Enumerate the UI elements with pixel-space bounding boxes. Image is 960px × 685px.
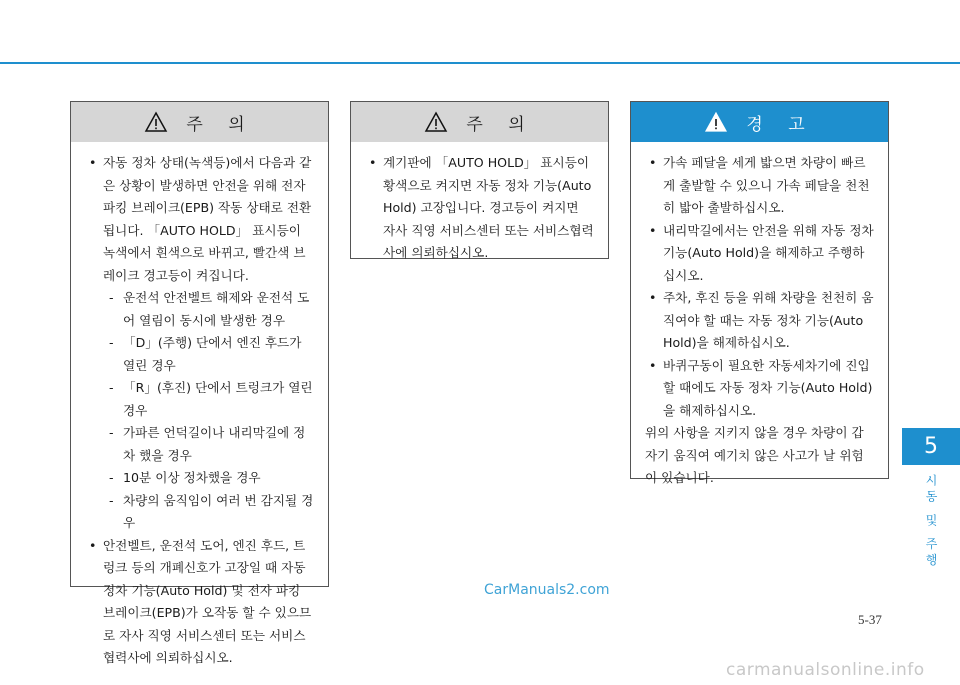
chapter-tab: 5	[902, 428, 960, 465]
caution-header-2	[351, 102, 608, 142]
list-item: - 가파른 언덕길이나 내리막길에 정차 했을 경우	[103, 422, 314, 467]
warning-bullet-3: • 주차, 후진 등을 위해 차량을 천천히 움직여야 할 때는 자동 정차 기능(Auto Hold)을 해제하십시오.	[645, 287, 874, 355]
caution-title-2: 주 의	[466, 114, 535, 135]
warning-title: 경 고	[746, 114, 815, 135]
list-item: - 「R」(후진) 단에서 트렁크가 열린 경우	[103, 377, 314, 422]
page-number: 5-37	[858, 612, 882, 627]
caution1-condition-list	[103, 287, 314, 535]
caution1-bullet-1: • 자동 정차 상태(녹색등)에서 다음과 같은 상황이 발생하면 안전을 위해 전자 파킹 브레이크(EPB) 작동 상태로 전환됩니다. 「AUTO HOLD」 표시등이 녹색에서 흰색으로 바뀌고, 빨간색 브레이크 경고등이 켜집니다. - 운전석 안전벨트 해제와 운전석 도어 열림이 동시에 발생한 경우 - 「D」(주행) 단에서 엔진 후드가 열린 경우 - 「R」(후진) 단에서 트렁크가 열린 경우 - 가파른 언덕길이나 내리막길에 정차 했을 경우 - 10분 이상 정차했을 경우 - 차량의 움직임이 여러 번 감지될 경우	[85, 152, 314, 535]
caution-title-1: 주 의	[186, 114, 255, 135]
list-item: - 10분 이상 정차했을 경우	[103, 467, 314, 490]
caution1-bullet-2: • 안전벨트, 운전석 도어, 엔진 후드, 트렁크 등의 개폐신호가 고장일 때 자동 정차 기능(Auto Hold) 및 전자 파킹 브레이크(EPB)가 오작동 할 수 있으므로 자사 직영 서비스센터 또는 서비스협력사에 의뢰하십시오.	[85, 535, 314, 670]
warning-box	[630, 101, 889, 485]
caution-box-2	[350, 101, 609, 259]
list-item: - 차량의 움직임이 여러 번 감지될 경우	[103, 490, 314, 535]
chapter-label: 시동 및 주행	[924, 474, 938, 570]
warning-bullet-4: • 바퀴구동이 필요한 자동세차기에 진입할 때에도 자동 정차 기능(Auto Hold)을 해제하십시오.	[645, 355, 874, 423]
warning-triangle-icon	[144, 111, 168, 133]
warning-triangle-icon	[424, 111, 448, 133]
warning-bullet-1: • 가속 페달을 세게 밟으면 차량이 빠르게 출발할 수 있으니 가속 페달을 천천히 밟아 출발하십시오.	[645, 152, 874, 220]
list-item: - 「D」(주행) 단에서 엔진 후드가 열린 경우	[103, 332, 314, 377]
footer-logo: carmanualsonline.info	[726, 660, 925, 680]
caution-box-1	[70, 101, 329, 665]
warning-triangle-icon	[704, 111, 728, 133]
list-item: - 운전석 안전벨트 해제와 운전석 도어 열림이 동시에 발생한 경우	[103, 287, 314, 332]
top-rule	[0, 62, 960, 64]
caution2-bullet-1: • 계기판에 「AUTO HOLD」 표시등이 황색으로 켜지면 자동 정차 기능(Auto Hold) 고장입니다. 경고등이 켜지면 자사 직영 서비스센터 또는 서비스협력사에 의뢰하십시오.	[365, 152, 594, 265]
warning-closing-text: 위의 사항을 지키지 않을 경우 차량이 갑자기 움직여 예기치 않은 사고가 날 위험이 있습니다.	[645, 425, 864, 485]
watermark: CarManuals2.com	[484, 582, 610, 598]
warning-header	[631, 102, 888, 142]
warning-bullet-2: • 내리막길에서는 안전을 위해 자동 정차 기능(Auto Hold)을 해제하고 주행하십시오.	[645, 220, 874, 288]
caution-header-1	[71, 102, 328, 142]
